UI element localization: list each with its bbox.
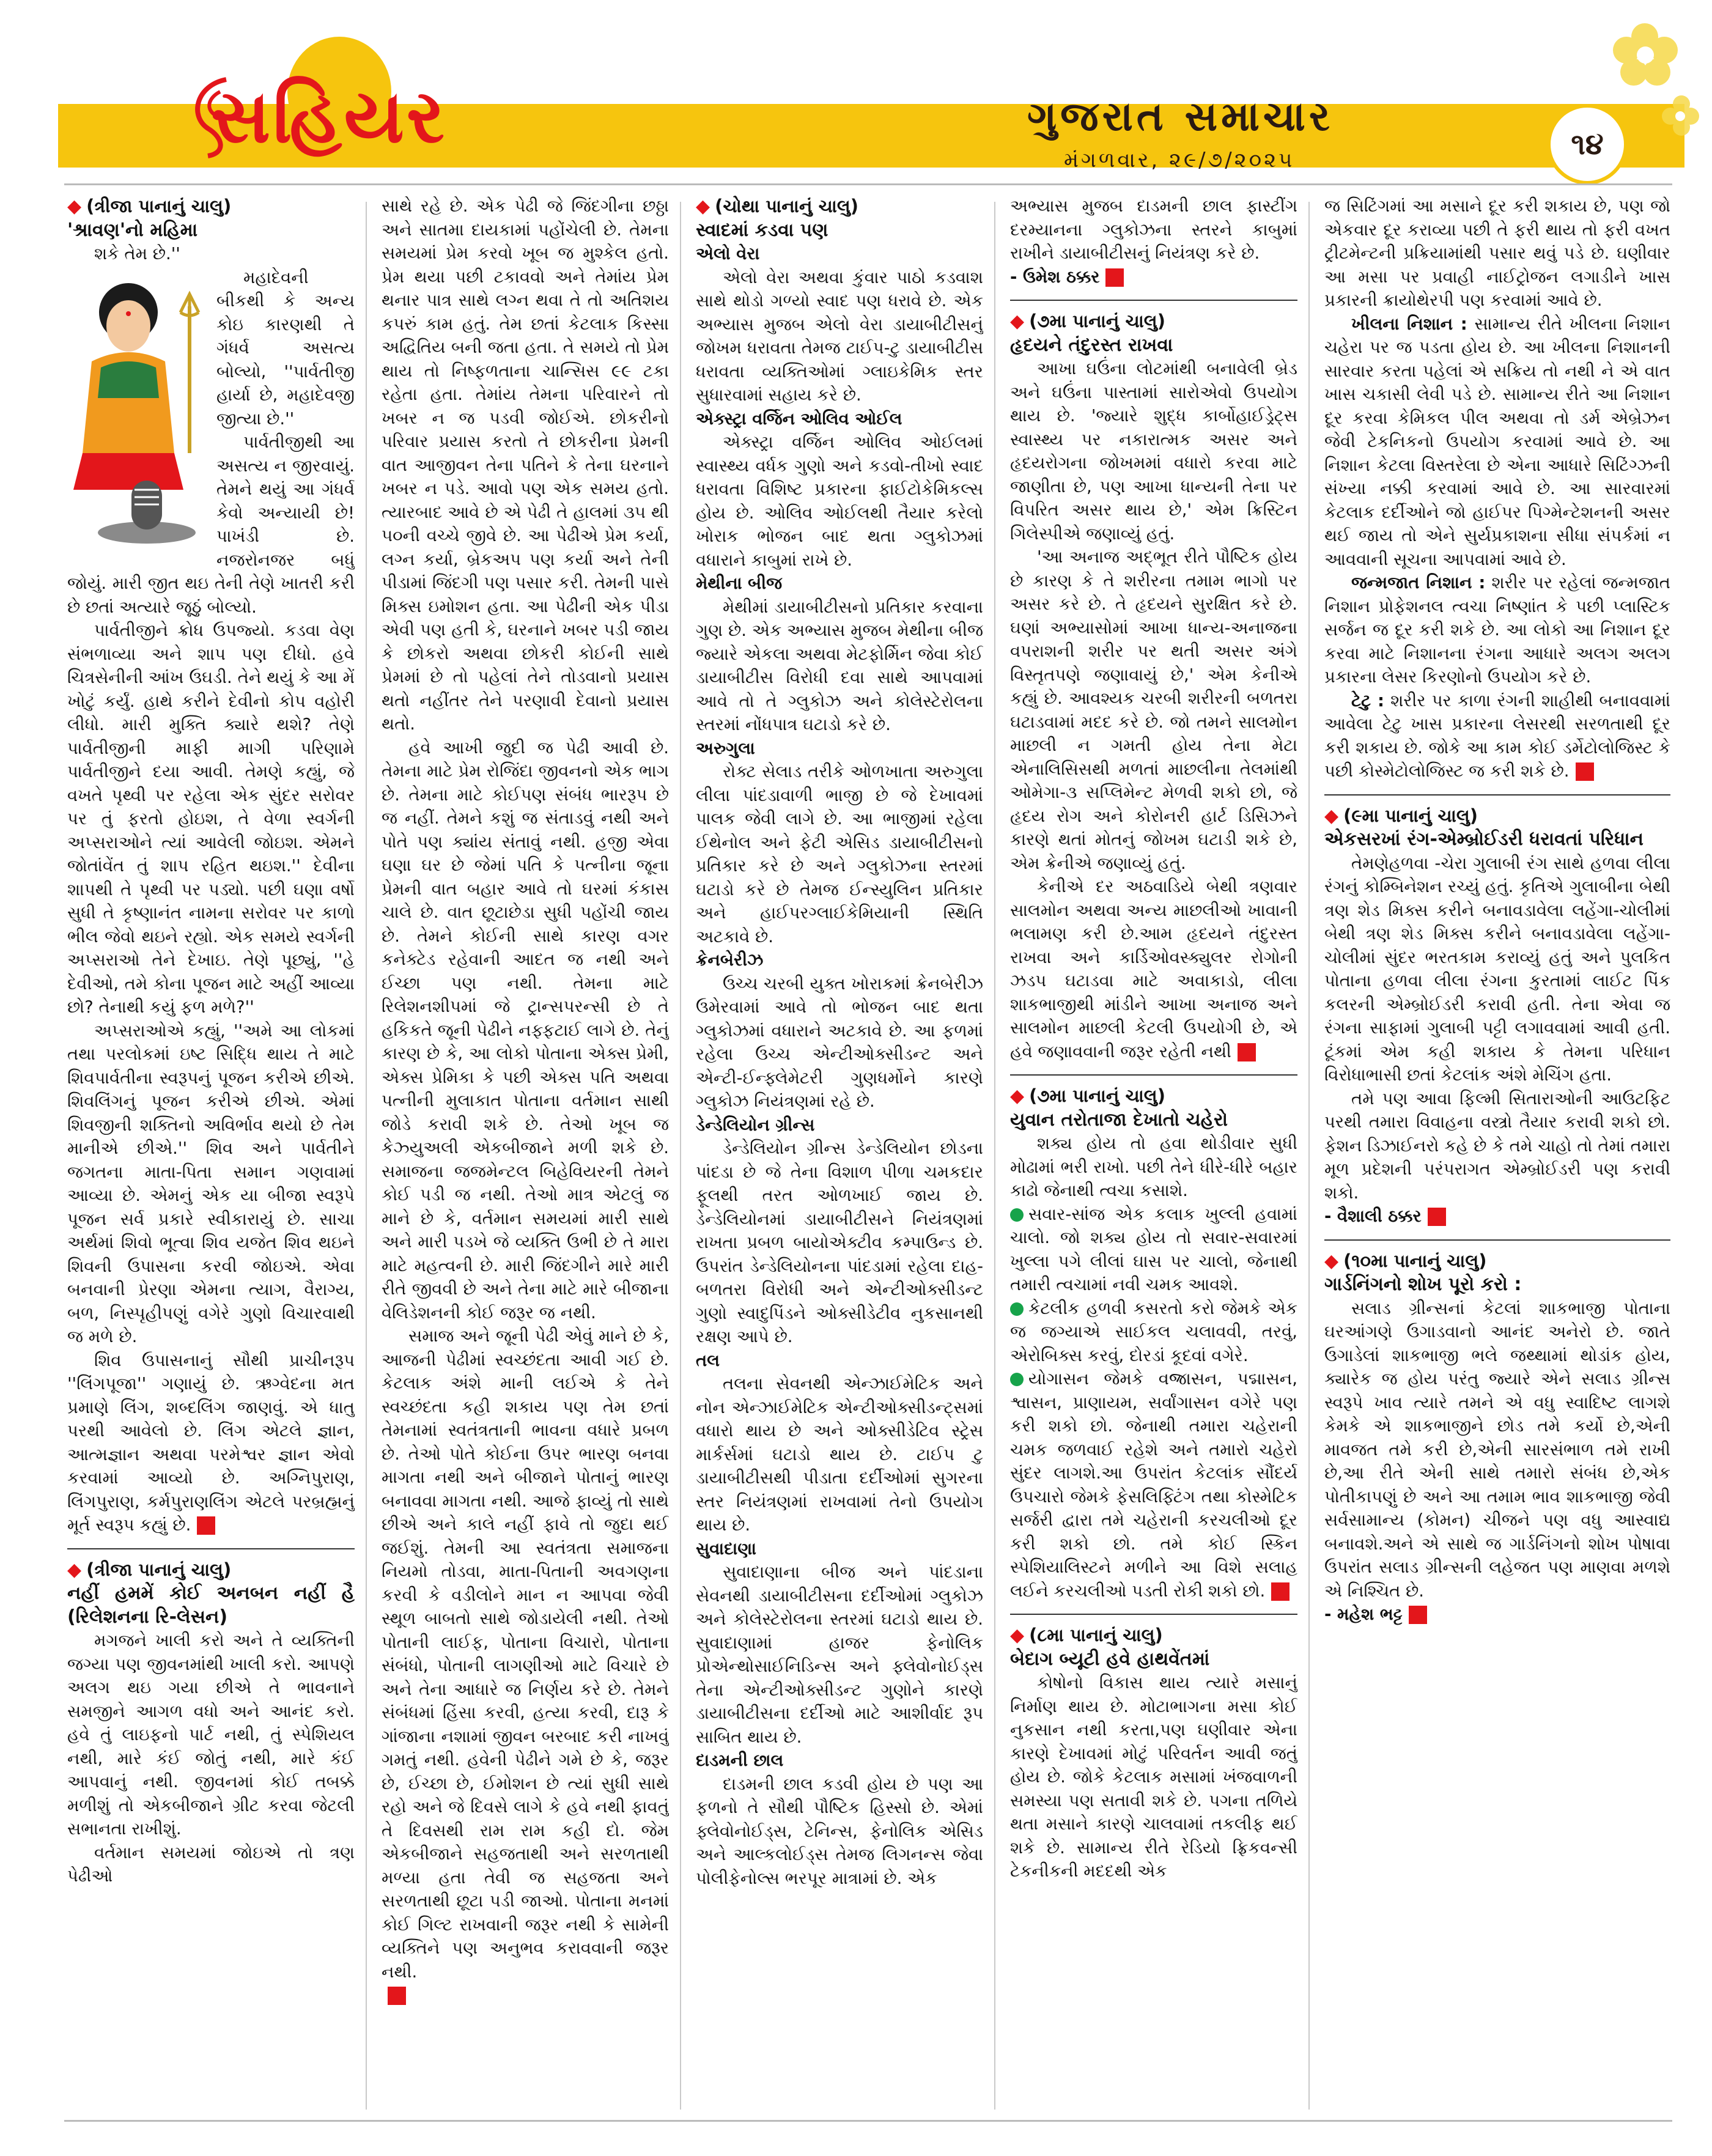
- column-4: [1010, 194, 1297, 2108]
- end-mark: [382, 1984, 669, 2007]
- top-rule: [64, 183, 1672, 185]
- paragraph: એલો વેરા અથવા કુંવાર પાઠો કડવાશ સાથે થોડો ગળ્યો સ્વાદ પણ ધરાવે છે. એક અભ્યાસ મુજબ એલો વેરા ડાયાબીટીસનું જોખમ ધરાવતા તેમજ ટાઈપ-ટુ ડાયાબીટીસ ધરાવતા વ્યક્તિઓમાં ગ્લાઇકેમિક સ્તર સુધારવામાં સહાય કરે છે.: [696, 267, 983, 405]
- paragraph: ડેન્ડેલિયોન ગ્રીન્સ ડેન્ડેલિયોન છોડના પાંદડા છે જે તેના વિશાળ પીળા ચમકદાર ફૂલથી તરત ઓળખાઈ જાય છે. ડેન્ડેલિયોનમાં ડાયાબીટીસને નિયંત્રણમાં રાખતા પ્રબળ બાયોએક્ટીવ કમ્પાઉન્ડ છે. ઉપરાંત ડેન્ડેલિયોનના પાંદડામાં રહેલા દાહ-બળતરા વિરોધી અને એન્ટીઓક્સીડન્ટ ગુણો સ્વાદુપિંડને ઓક્સીડેટીવ નુકસાનથી રક્ષણ આપે છે.: [696, 1139, 983, 1346]
- subheading: એલો વેરા: [696, 244, 760, 264]
- article-divider: [1324, 794, 1670, 796]
- article-divider: [1010, 300, 1297, 301]
- subheading: મેથીના બીજ: [696, 574, 783, 593]
- continuation-label: ◆ (૯મા પાનાનું ચાલુ): [1324, 805, 1478, 827]
- paragraph: ઉચ્ચ ચરબી યુક્ત ખોરાકમાં ક્રેનબેરીઝ ઉમેરવામાં આવે તો ભોજન બાદ થતા ગ્લુકોઝમાં વધારાને અટકાવે છે. આ ફળમાં રહેલા ઉચ્ચ એન્ટીઓક્સીડન્ટ અને એન્ટી-ઈન્ફ્લેમેટરી ગુણધર્મોને કારણે ગ્લુકોઝ નિયંત્રણમાં રહે છે.: [696, 973, 983, 1111]
- paragraph: હવે આખી જુદી જ પેઢી આવી છે. તેમના માટે પ્રેમ રોજિંદા જીવનનો એક ભાગ છે. તેમના માટે કોઈપણ સંબંધ ભારરૂપ છે જ નહીં. તેમને કશું જ સંતાડવું નથી અને પોતે પણ ક્યાંય સંતાવું નથી. હજી એવા ઘણા ઘર છે જેમાં પતિ કે પત્નીના જૂના પ્રેમની વાત બહાર આવે તો ઘરમાં કંકાસ ચાલે છે. વાત છૂટાછેડા સુધી પહોંચી જાય છે. તેમને કોઈની સાથે કારણ વગર કનેક્ટેડ રહેવાની આદત જ નથી અને ઈચ્છા પણ નથી. તેમના માટે રિલેશનશીપમાં જે ટ્રાન્સપરન્સી છે તે હકિકતે જૂની પેઢીને નફ્ફટાઈ લાગે છે. તેનું કારણ છે કે, આ લોકો પોતાના એક્સ પ્રેમી, એક્સ પ્રેમિકા કે પછી એક્સ પતિ અથવા પત્નીની મુલાકાત પોતાના વર્તમાન સાથી જોડે કરાવી શકે છે. તેઓ ખૂબ જ કેઝ્યુઅલી એકબીજાને મળી શકે છે. સમાજના જજમેન્ટલ બિહેવિયરની તેમને કોઈ પડી જ નથી. તેઓ માત્ર એટલું જ માને છે કે, વર્તમાન સમયમાં મારી સાથે અને મારી પડખે જે વ્યક્તિ ઉભી છે તે મારા માટે મહત્વની છે. મારી જિંદગીને મારે મારી રીતે જીવવી છે અને તેના માટે મારે બીજાના વેલિડેશનની કોઈ જરૂર જ નથી.: [382, 737, 669, 1323]
- end-mark-icon: [1271, 1582, 1290, 1601]
- article-title: ગાર્ડનિંગનો શોખ પૂરો કરો :: [1324, 1274, 1522, 1295]
- continuation-label: ◆ (ત્રીજા પાનાનું ચાલુ): [67, 1559, 232, 1581]
- article-divider: [1324, 1239, 1670, 1241]
- end-mark-icon: [1105, 268, 1124, 287]
- end-mark-icon: [388, 1987, 406, 2005]
- bullet-icon: [1010, 1373, 1024, 1386]
- article-title: સ્વાદમાં કડવા પણ: [696, 219, 828, 241]
- bullet-item: સવાર-સાંજ એક કલાક ખુલ્લી હવામાં ચાલો. જો શક્ય હોય તો સવાર-સવારમાં ખુલ્લા પગે લીલાં ઘાસ પર ચાલો, જેનાથી તમારી ત્વચામાં નવી ચમક આવશે.: [1010, 1204, 1297, 1294]
- paragraph: શકે તેમ છે.'': [94, 244, 180, 264]
- issue-date: મંગળવાર, ૨૯/૭/૨૦૨૫: [1064, 148, 1295, 172]
- column-separator: [994, 202, 995, 2110]
- continuation-label: ◆ (૮મા પાનાનું ચાલુ): [1010, 1625, 1163, 1646]
- paragraph: અભ્યાસ મુજબ દાડમની છાલ ફાસ્ટીંગ દરમ્યાનના ગ્લુકોઝના સ્તરને કાબુમાં રાખીને ડાયાબીટીસનું નિયંત્રણ કરે છે.: [1010, 196, 1297, 263]
- paragraph: પાર્વતીજીને ક્રોધ ઉપજ્યો. કડવા વેણ સંભળાવ્યા અને શાપ પણ દીધો. હવે ચિત્રસેનીની આંખ ઉઘડી. તેને થયું કે આ મેં ખોટું કર્યું. હાથે કરીને દેવીનો કોપ વહોરી લીધો. મારી મુક્તિ ક્યારે થશે? તેણે પાર્વતીજીની માફી માગી પરિણામે પાર્વતીજીને દયા આવી. તેમણે કહ્યું, જે વખતે પૃથ્વી પર રહેલા એક સુંદર સરોવર પર તું ફરતો હોઇશ, તે વેળા સ્વર્ગની અપ્સરાઓને ત્યાં આવેલી જોઇશ. એમને જોતાંવેંત તું શાપ રહિત થઇશ.'' દેવીના શાપથી તે પૃથ્વી પર પડ્યો. પછી ઘણા વર્ષો સુધી તે કૃષ્ણાનંત નામના સરોવર પર કાળો ભીલ જેવો થઇને રહ્યો. એક સમયે સ્વર્ગની અપ્સરાઓ તેને દેખાઇ. તેણે પૂછ્યું, ''હે દેવીઓ, તમે કોના પૂજન માટે અહીં આવ્યા છો? તેનાથી કયું ફળ મળે?'': [67, 621, 355, 1017]
- article-divider: [1010, 1614, 1297, 1615]
- paragraph: 'આ અનાજ અદ્ભૂત રીતે પૌષ્ટિક હોય છે કારણ કે તે શરીરના તમામ ભાગો પર અસર કરે છે. તે હૃદયને સુરક્ષિત કરે છે. ઘણાં અભ્યાસોમાં આખા ધાન્ય-અનાજના વપરાશની શરીર પર થતી અસર અંગે વિસ્તૃતપણે જણાવાયું છે,' એમ કેનીએ કહ્યું છે. આવશ્યક ચરબી શરીરની બળતરા ઘટાડવામાં મદદ કરે છે. જો તમને સાલમોન માછલી ન ગમતી હોય તેના મેટા એનાલિસિસથી મળતાં માછલીના તેલમાંથી ઓમેગા-૩ સપ્લિમેન્ટ મેળવી શકો છો, જે હૃદય રોગ અને કોરોનરી હાર્ટ ડિસિઝને કારણે થતાં મોતનું જોખમ ઘટાડી શકે છે, એમ ક્રેનીએ જણાવ્યું હતું.: [1010, 547, 1297, 873]
- end-mark-icon: [1238, 1043, 1256, 1061]
- end-mark-icon: [1409, 1606, 1427, 1624]
- keyword: ટેટુ :: [1351, 690, 1384, 711]
- article-title: હૃદયને તંદુરસ્ત રાખવા: [1010, 334, 1173, 356]
- article-divider: [1010, 1074, 1297, 1076]
- paragraph: સાથે રહે છે. એક પેઢી જે જિંદગીના છઠ્ઠા અને સાતમા દાયકામાં પહોંચેલી છે. તેમના સમયમાં પ્રેમ કરવો ખૂબ જ મુશ્કેલ હતો. પ્રેમ થયા પછી ટકાવવો અને તેમાંય પ્રેમ થનાર પાત્ર સાથે લગ્ન થવા તે તો અતિશય કપરું કામ હતું. તેમ છતાં કેટલાક કિસ્સા અદ્વિતિય બની જતા હતા. તે સમયે તો પ્રેમ થાય તો નિષ્ફળતાના ચાન્સિસ ૯૯ ટકા રહેતા હતા. તેમાંય તેમના પરિવારને તો ખબર ન જ પડવી જોઈએ. છોકરીનો પરિવાર પ્રયાસ કરતો તે છોકરીના પ્રેમની વાત આજીવન તેના પતિને કે તેના ઘરનાને ખબર ન પડે. આવો પણ એક સમય હતો. ત્યારબાદ આવે છે એ પેઢી તે હાલમાં ૩૫ થી ૫૦ની વચ્ચે જીવે છે. આ પેઢીએ પ્રેમ કર્યા, લગ્ન કર્યા, બ્રેકઅપ પણ કર્યા અને તેની પીડામાં જિંદગી પણ પસાર કરી. તેમની પાસે મિક્સ ઇમોશન હતા. આ પેઢીની એક પીડા એવી પણ હતી કે, ઘરનાને ખબર પડી જાય કે છોકરો અથવા છોકરી કોઈની સાથે પ્રેમમાં છે તો પહેલાં તેને તોડવાનો પ્રયાસ થતો નહીંતર તેને પરણાવી દેવાનો પ્રયાસ થતો.: [382, 196, 669, 734]
- paragraph: મહાદેવની બીકથી કે અન્ય કોઇ કારણથી તે ગંધર્વ અસત્ય બોલ્યો, ''પાર્વતીજી હાર્યા છે, મહાદેવજી જીત્યા છે.'': [216, 267, 355, 429]
- paragraph: મેથીમાં ડાયાબીટીસનો પ્રતિકાર કરવાના ગુણ છે. એક અભ્યાસ મુજબ મેથીના બીજ જ્યારે એકલા અથવા મેટફોર્મિન જેવા કોઈ ડાયાબીટીસ વિરોધી દવા સાથે આપવામાં આવે તો તે ગ્લુકોઝ અને કોલેસ્ટેરોલના સ્તરમાં નોંધપાત્ર ઘટાડો કરે છે.: [696, 597, 983, 734]
- paragraph: રોક્ટ સેલાડ તરીકે ઓળખાતા અરુગુલા લીલા પાંદડાવાળી ભાજી છે જે દેખાવમાં પાલક જેવી લાગે છે. આ ભાજીમાં રહેલા ઈથેનોલ અને ફેટી એસિડ ડાયાબીટીસનો પ્રતિકાર કરે છે અને ગ્લુકોઝના સ્તરમાં ઘટાડો કરે છે તેમજ ઈન્સ્યુલિન પ્રતિકાર અને હાઈપરગ્લાઈકેમિયાની સ્થિતિ અટકાવે છે.: [696, 762, 983, 947]
- paragraph: અપ્સરાઓએ કહ્યું, ''અમે આ લોકમાં તથા પરલોકમાં ઇષ્ટ સિદ્ધિ થાય તે માટે શિવપાર્વતીના સ્વરૂપનું પૂજન કરીએ છીએ. શિવલિંગનું પૂજન કરીએ છીએ. એમાં શિવજીની શક્તિનો અવિર્ભાવ થયો છે તેમ માનીએ છીએ.'' શિવ અને પાર્વતીને જગતના માતા-પિતા સમાન ગણવામાં આવ્યા છે. એમનું એક યા બીજા સ્વરૂપે પૂજન સર્વ પ્રકારે સ્વીકારાયું છે. સાચા અર્થમાં શિવો ભૂત્વા શિવ યજેત શિવ થઇને શિવની ઉપાસના કરવી જોઇએ. એવા બનવાની પ્રેરણા એમના ત્યાગ, વૈરાગ્ય, બળ, નિસ્પૃહીપણું વગેરે ગુણો વિચારવાથી જ મળે છે.: [67, 1021, 355, 1346]
- paragraph: સમાજ અને જૂની પેઢી એવું માને છે કે, આજની પેઢીમાં સ્વચ્છંદતા આવી ગઈ છે. કેટલાક અંશે માની લઈએ કે તેને સ્વચ્છંદતા કહી શકાય પણ તેમ છતાં તેમનામાં સ્વતંત્રતાની ભાવના વધારે પ્રબળ છે. તેઓ પોતે કોઈના ઉપર ભારણ બનવા માગતા નથી અને બીજાને પોતાનું ભારણ બનાવવા માગતા નથી. આજે ફાવ્યું તો સાથે છીએ અને કાલે નહીં ફાવે તો જુદા થઈ જઈશું. તેમની આ સ્વતંત્રતા સમાજના નિયમો તોડવા, માતા-પિતાની અવગણના કરવી કે વડીલોને માન ન આપવા જેવી સ્થૂળ બાબતો સાથે જોડાયેલી નથી. તેઓ પોતાની લાઈફ, પોતાના વિચારો, પોતાના સંબંધો, પોતાની લાગણીઓ માટે વિચારે છે અને તેના આધારે જ નિર્ણય કરે છે. તેમને સંબંધમાં હિંસા કરવી, હત્યા કરવી, દારૂ કે ગાંજાના નશામાં જીવન બરબાદ કરી નાખવું ગમતું નથી. હવેની પેઢીને ગમે છે કે, જરૂર છે, ઈચ્છા છે, ઈમોશન છે ત્યાં સુધી સાથે રહો અને જે દિવસે લાગે કે હવે નથી ફાવતું તે દિવસથી રામ રામ કહી દો. જેમ એકબીજાને સહજતાથી અને સરળતાથી મળ્યા હતા તેવી જ સહજતા અને સરળતાથી છૂટા પડી જાઓ. પોતાના મનમાં કોઈ ગિલ્ટ રાખવાની જરૂર નથી કે સામેની વ્યક્તિને પણ અનુભવ કરાવવાની જરૂર નથી.: [382, 1326, 669, 1982]
- subheading: અરુગુલા: [696, 738, 755, 758]
- paragraph: પાર્વતીજીથી આ અસત્ય ન જીરવાયું. તેમને થયું આ ગંધર્વ કેવો અન્યાયી છે! પાખંડી છે. નજરોનજર બધું જોયું. મારી જીત થઇ તેની તેણે ખાતરી કરી છે છતાં અત્યારે જૂઠું બોલ્યો.: [67, 432, 355, 617]
- paragraph: મગજને ખાલી કરો અને તે વ્યક્તિની જગ્યા પણ જીવનમાંથી ખાલી કરો. આપણે અલગ થઇ ગયા છીએ તે ભાવનાને સમજીને આગળ વધો અને આનંદ કરો. હવે તું લાઇફનો પાર્ટ નથી, તું સ્પેશિયલ નથી, મારે કંઈ જોતું નથી, મારે કંઈ આપવાનું નથી. જીવનમાં કોઈ તબક્કે મળીશું તો એકબીજાને ગ્રીટ કરવા જેટલી સભાનતા રાખીશું.: [67, 1631, 355, 1839]
- article-title: નહીં હમમેં કોઈ અનબન નહીં હૈ (રિલેશનના રિ-લેસન): [67, 1582, 355, 1628]
- page-number: ૧૪: [1547, 104, 1628, 185]
- paragraph: શક્ય હોય તો હવા થોડીવાર સુધી મોઢામાં ભરી રાખો. પછી તેને ધીરે-ધીરે બહાર કાઢો જેનાથી ત્વચા કસાશે.: [1010, 1134, 1297, 1200]
- article-divider: [67, 1548, 355, 1549]
- bullet-item: યોગાસન જેમકે વજ્રાસન, પદ્માસન, શ્વાસન, પ્રાણાયમ, સર્વાંગાસન વગેરે પણ કરી શકો છો. જેનાથી તમારા ચહેરાની ચમક જળવાઈ રહેશે અને તમારો ચહેરો સુંદર લાગશે.આ ઉપરાંત કેટલાંક સૌંદર્ય ઉપચારો જેમકે ફેસલિફ્ટિંગ તથા કોસ્મેટિક સર્જરી દ્વારા તમે ચહેરાની કરચલીઓ દૂર કરી શકો છો. તમે કોઈ સ્કિન સ્પેશિયાલિસ્ટને મળીને આ વિશે સલાહ લઈને કરચલીઓ પડતી રોકી શકો છો.: [1010, 1369, 1297, 1601]
- bottom-rule: [64, 2120, 1672, 2122]
- parvati-shivling-illustration: [67, 270, 208, 563]
- masthead: [0, 0, 1712, 183]
- paragraph: જ સિટિંગમાં આ મસાને દૂર કરી શકાય છે, પણ જો એકવાર દૂર કરાવ્યા પછી તે ફરી થાય તો ફરી વખત ટ્રીટમેન્ટની પ્રક્રિયામાંથી પસાર થવું પડે છે. ઘણીવાર આ મસા પર પ્રવાહી નાઈટ્રોજન લગાડીને ખાસ પ્રકારની ક્રાયોથેરપી પણ કરવામાં આવે છે.: [1324, 196, 1670, 310]
- bullet-icon: [1010, 1302, 1024, 1316]
- paragraph: ખીલના નિશાન : સામાન્ય રીતે ખીલના નિશાન ચહેરા પર જ પડતા હોય છે. આ ખીલના નિશાનની સારવાર કરતા પહેલાં એ સક્રિય તો નથી ને એ વાત ખાસ ચકાસી લેવી પડે છે. સામાન્ય રીતે આ નિશાન દૂર કરવા કેમિકલ પીલ અથવા તો ડર્મ એબ્રેઝન જેવી ટેકનિકનો ઉપયોગ કરવામાં આવે છે. આ નિશાન કેટલા વિસ્તરેલા છે એના આધારે સિટિંગ્ઝની સંખ્યા નક્કી કરવામાં આવે છે. આ સારવારમાં કેટલાક દર્દીઓને જો હાઈપર પિગ્મેન્ટેશનની અસર થઈ જાય તો એને સુર્યપ્રકાશના સીધા સંપર્કમાં ન આવવાની સૂચના આપવામાં આવે છે.: [1324, 314, 1670, 569]
- article-title: 'શ્રાવણ'નો મહિમા: [67, 219, 198, 241]
- continuation-label: ◆ (ચોથા પાનાનું ચાલુ): [696, 196, 859, 217]
- byline: - મહેશ ભટ્ટ: [1324, 1603, 1670, 1626]
- paragraph: એક્સ્ટ્રા વર્જિન ઓલિવ ઓઈલમાં સ્વાસ્થ્ય વર્ધક ગુણો અને કડવો-તીખો સ્વાદ ધરાવતા વિશિષ્ટ પ્રકારના ફાઈટોકેમિકલ્સ હોય છે. ઓલિવ ઓઈલથી તૈયાર કરેલો ખોરાક ભોજન બાદ થતા ગ્લુકોઝમાં વધારાને કાબુમાં રાખે છે.: [696, 432, 983, 570]
- end-mark-icon: [1576, 762, 1594, 781]
- section-logo: સહિયર: [211, 73, 447, 160]
- article-title: યુવાન તરોતાજા દેખાતો ચહેરો: [1010, 1109, 1228, 1131]
- keyword: ખીલના નિશાન :: [1351, 314, 1467, 334]
- bullet-item: કેટલીક હળવી કસરતો કરો જેમકે એક જ જગ્યાએ સાઈકલ ચલાવવી, તરવું, એરોબિક્સ કરવું, દોરડાં કૂદવાં વગેરે.: [1010, 1298, 1297, 1365]
- paragraph: સલાડ ગ્રીન્સનાં કેટલાં શાકભાજી પોતાના ઘરઆંગણે ઉગાડવાનો આનંદ અનેરો છે. જાતે ઉગાડેલાં શાકભાજી ભલે જથ્થામાં થોડાંક હોય, ક્યારેક જ હોય પરંતુ જ્યારે એને સલાડ ગ્રીન્સ સ્વરૂપે ખાવ ત્યારે તમને એ વધુ સ્વાદિષ્ટ લાગશે કેમકે એ શાકભાજીને છોડ તમે કર્યો છે,એની માવજત તમે કરી છે,એની સારસંભાળ તમે રાખી છે,આ રીતે એની સાથે તમારો સંબંધ છે,એક પોતીકાપણું છે અને આ તમામ ભાવ શાકભાજી જેવી સર્વસામાન્ય (કોમન) ચીજને પણ વધુ આસ્વાદ્ય બનાવશે.અને એ સાથે જ ગાર્ડનિંગનો શોખ પોષાવા ઉપરાંત સલાડ ગ્રીન્સની લહેજત પણ માણવા મળશે એ નિશ્ચિત છે.: [1324, 1298, 1670, 1601]
- end-mark-icon: [1428, 1208, 1446, 1226]
- column-separator: [1308, 202, 1310, 2110]
- byline: - ઉમેશ ઠક્કર: [1010, 265, 1297, 289]
- continuation-label: ◆ (૭મા પાનાનું ચાલુ): [1010, 1085, 1165, 1107]
- article-title: એકસરખાં રંગ-એમ્બ્રોઈડરી ધરાવતાં પરિધાન: [1324, 829, 1644, 850]
- subheading: તલ: [696, 1350, 720, 1370]
- paragraph: તેમણેહળવા -ચેરા ગુલાબી રંગ સાથે હળવા લીલા રંગનું કોમ્બિનેશન રચ્યું હતું. કૃતિએ ગુલાબીના બેથી ત્રણ શેડ મિક્સ કરીને બનાવડાવેલા લહેંગા-ચોલીમાં બેથી ત્રણ શેડ મિક્સ કરીને બનાવડાવેલા લહેંગા-ચોલીમાં સુંદર ભરતકામ કરાવ્યું હતું અને પુલકિત પોતાના હળવા લીલા રંગના કુરતામાં લાઈટ પિંક કલરની એમ્બ્રોઈડરી કરાવી હતી. તેના એવા જ રંગના સાફામાં ગુલાબી પટ્ટી લગાવવામાં આવી હતી. ટૂંકમાં એમ કહી શકાય કે તેમના પરિધાન વિરોધાભાસી છતાં કેટલાંક અંશે મેચિંગ હતા.: [1324, 853, 1670, 1085]
- continuation-label: ◆ (ત્રીજા પાનાનું ચાલુ): [67, 196, 232, 217]
- continuation-label: ◆ (૭મા પાનાનું ચાલુ): [1010, 311, 1165, 332]
- column-3: [696, 194, 983, 2108]
- paragraph: તમે પણ આવા ફિલ્મી સિતારાઓની આઉટફિટ પરથી તમારા વિવાહના વસ્ત્રો તૈયાર કરાવી શકો છો. ફેશન ડિઝાઈનરો કહે છે કે તમે ચાહો તો તેમાં તમારા મૂળ પ્રદેશની પરંપરાગત એમ્બ્રોઈડરી પણ કરાવી શકો.: [1324, 1088, 1670, 1203]
- paragraph: તલના સેવનથી એન્ઝાઈમેટિક અને નોન એન્ઝાઈમેટિક એન્ટીઓક્સીડન્ટ્સમાં વધારો થાય છે અને ઓક્સીડેટિવ સ્ટ્રેસ માર્કર્સમાં ઘટાડો થાય છે. ટાઈપ ટુ ડાયાબીટીસથી પીડાતા દર્દીઓમાં સુગરના સ્તર નિયંત્રણમાં રાખવામાં તેનો ઉપયોગ થાય છે.: [696, 1374, 983, 1535]
- end-mark-icon: [197, 1516, 215, 1535]
- column-5: [1324, 194, 1670, 2108]
- continuation-label: ◆ (૧૦મા પાનાનું ચાલુ): [1324, 1250, 1487, 1272]
- subheading: એક્સ્ટ્રા વર્જિન ઓલિવ ઓઈલ: [696, 408, 902, 429]
- subheading: ડેન્ડેલિયોન ગ્રીન્સ: [696, 1115, 815, 1135]
- keyword: જન્મજાત નિશાન :: [1351, 573, 1486, 593]
- paragraph: કેનીએ દર અઠવાડિયે બેથી ત્રણવાર સાલમોન અથવા અન્ય માછલીઓ ખાવાની ભલામણ કરી છે.આમ હૃદયને તંદુરસ્ત રાખવા અને કાર્ડિઓવસ્ક્યુલર રોગોની ઝડપ ઘટાડવા માટે અવાકાડો, લીલા શાકભાજીથી માંડીને આખા અનાજ અને સાલમોન માછલી કેટલી ઉપયોગી છે, એ હવે જણાવવાની જરૂર રહેતી નથી: [1010, 877, 1297, 1061]
- paragraph: ટેટુ : શરીર પર કાળા રંગની શાહીથી બનાવવામાં આવેલા ટેટુ ખાસ પ્રકારના લેસરથી સરળતાથી દૂર કરી શકાય છે. જોકે આ કામ કોઈ ડર્મેટોલોજિસ્ટ કે પછી કોસ્મેટોલોજિસ્ટ જ કરી શકે છે.: [1324, 690, 1670, 781]
- column-1: [67, 194, 355, 2108]
- subheading: ક્રેનબેરીઝ: [696, 950, 764, 970]
- paragraph: દાડમની છાલ કડવી હોય છે પણ આ ફળનો તે સૌથી પૌષ્ટિક હિસ્સો છે. એમાં ફ્લેવોનોઈડ્સ, ટેનિન્સ, ફેનોલિક એસિડ અને આલ્કલોઈડ્સ તેમજ લિગનન્સ જેવા પોલીફેનોલ્સ ભરપૂર માત્રામાં છે. એક: [696, 1774, 983, 1888]
- paragraph: સુવાદાણાના બીજ અને પાંદડાના સેવનથી ડાયાબીટીસના દર્દીઓમાં ગ્લુકોઝ અને કોલેસ્ટેરોલના સ્તરમાં ઘટાડો થાય છે. સુવાદાણામાં હાજર ફેનોલિક પ્રોએન્થોસાઈનિડિન્સ અને ફ્લેવોનોઈડ્સ તેના એન્ટીઓક્સીડન્ટ ગુણોને કારણે ડાયાબીટીસના દર્દીઓ માટે આશીર્વાદ રૂપ સાબિત થાય છે.: [696, 1562, 983, 1747]
- byline: - વૈશાલી ઠક્કર: [1324, 1205, 1670, 1228]
- paragraph: વર્તમાન સમયમાં જોઇએ તો ત્રણ પેઢીઓ: [67, 1842, 355, 1886]
- column-separator: [366, 202, 367, 2110]
- paragraph: શિવ ઉપાસનાનું સૌથી પ્રાચીનરૂપ ''લિંગપૂજા'' ગણાયું છે. ઋગ્વેદના મત પ્રમાણે લિંગ, શબ્દલિંગ જાણવું. એ ધાતુ પરથી આવેલો છે. લિંગ એટલે જ્ઞાન, આત્મજ્ઞાન અથવા પરમેશ્વર જ્ઞાન એવો કરવામાં આવ્યો છે. અગ્નિપુરાણ, લિંગપુરાણ, કર્મપુરાણલિંગ એટલે પરબ્રહ્મનું મૂર્ત સ્વરૂપ કહ્યું છે.: [67, 1350, 355, 1535]
- paragraph: જન્મજાત નિશાન : શરીર પર રહેલાં જન્મજાત નિશાન પ્રોફેશનલ ત્વચા નિષ્ણાંત કે પછી પ્લાસ્ટિક સર્જન જ દૂર કરી શકે છે. આ લોકો આ નિશાન દૂર કરવા માટે નિશાનના રંગના આધારે અલગ અલગ પ્રકારના લેસર કિરણોનો ઉપયોગ કરે છે.: [1324, 573, 1670, 687]
- paragraph: કોષોનો વિકાસ થાય ત્યારે મસાનું નિર્માણ થાય છે. મોટાભાગના મસા કોઈ નુકસાન નથી કરતા,પણ ઘણીવાર એના કારણે દેખાવમાં મોટું પરિવર્તન આવી જતું હોય છે. જોકે કેટલાક મસામાં ખંજવાળની સમસ્યા પણ સતાવી શકે છે. પગના તળિયે થતા મસાને કારણે ચાલવામાં તકલીફ થઈ શકે છે. સામાન્ય રીતે રેડિયો ફ્રિકવન્સી ટેકનીકની મદદથી એક: [1010, 1673, 1297, 1881]
- column-2: [382, 194, 669, 2108]
- column-separator: [680, 202, 681, 2110]
- article-title: બેદાગ બ્યૂટી હવે હાથવેંતમાં: [1010, 1648, 1210, 1670]
- bullet-icon: [1010, 1208, 1024, 1222]
- subheading: દાડમની છાલ: [696, 1751, 784, 1770]
- paragraph: આખા ઘઉંના લોટમાંથી બનાવેલી બ્રેડ અને ઘઉંના પાસ્તામાં સારોએવો ઉપયોગ થાય છે. 'જ્યારે શુદ્ધ કાર્બોહાઈડ્રેટ્સ સ્વાસ્થ્ય પર નકારાત્મક અસર અને હૃદયરોગના જોખમમાં વધારો કરવા માટે જાણીતા છે, પણ આખા ધાન્યની તેના પર વિપરિત અસર થાય છે,' એમ ક્રિસ્ટિન ગિલેસ્પીએ જણાવ્યું હતું.: [1010, 359, 1297, 544]
- subheading: સુવાદાણા: [696, 1538, 756, 1559]
- newspaper-name: ગુજરાત સમાચાર: [1027, 93, 1334, 140]
